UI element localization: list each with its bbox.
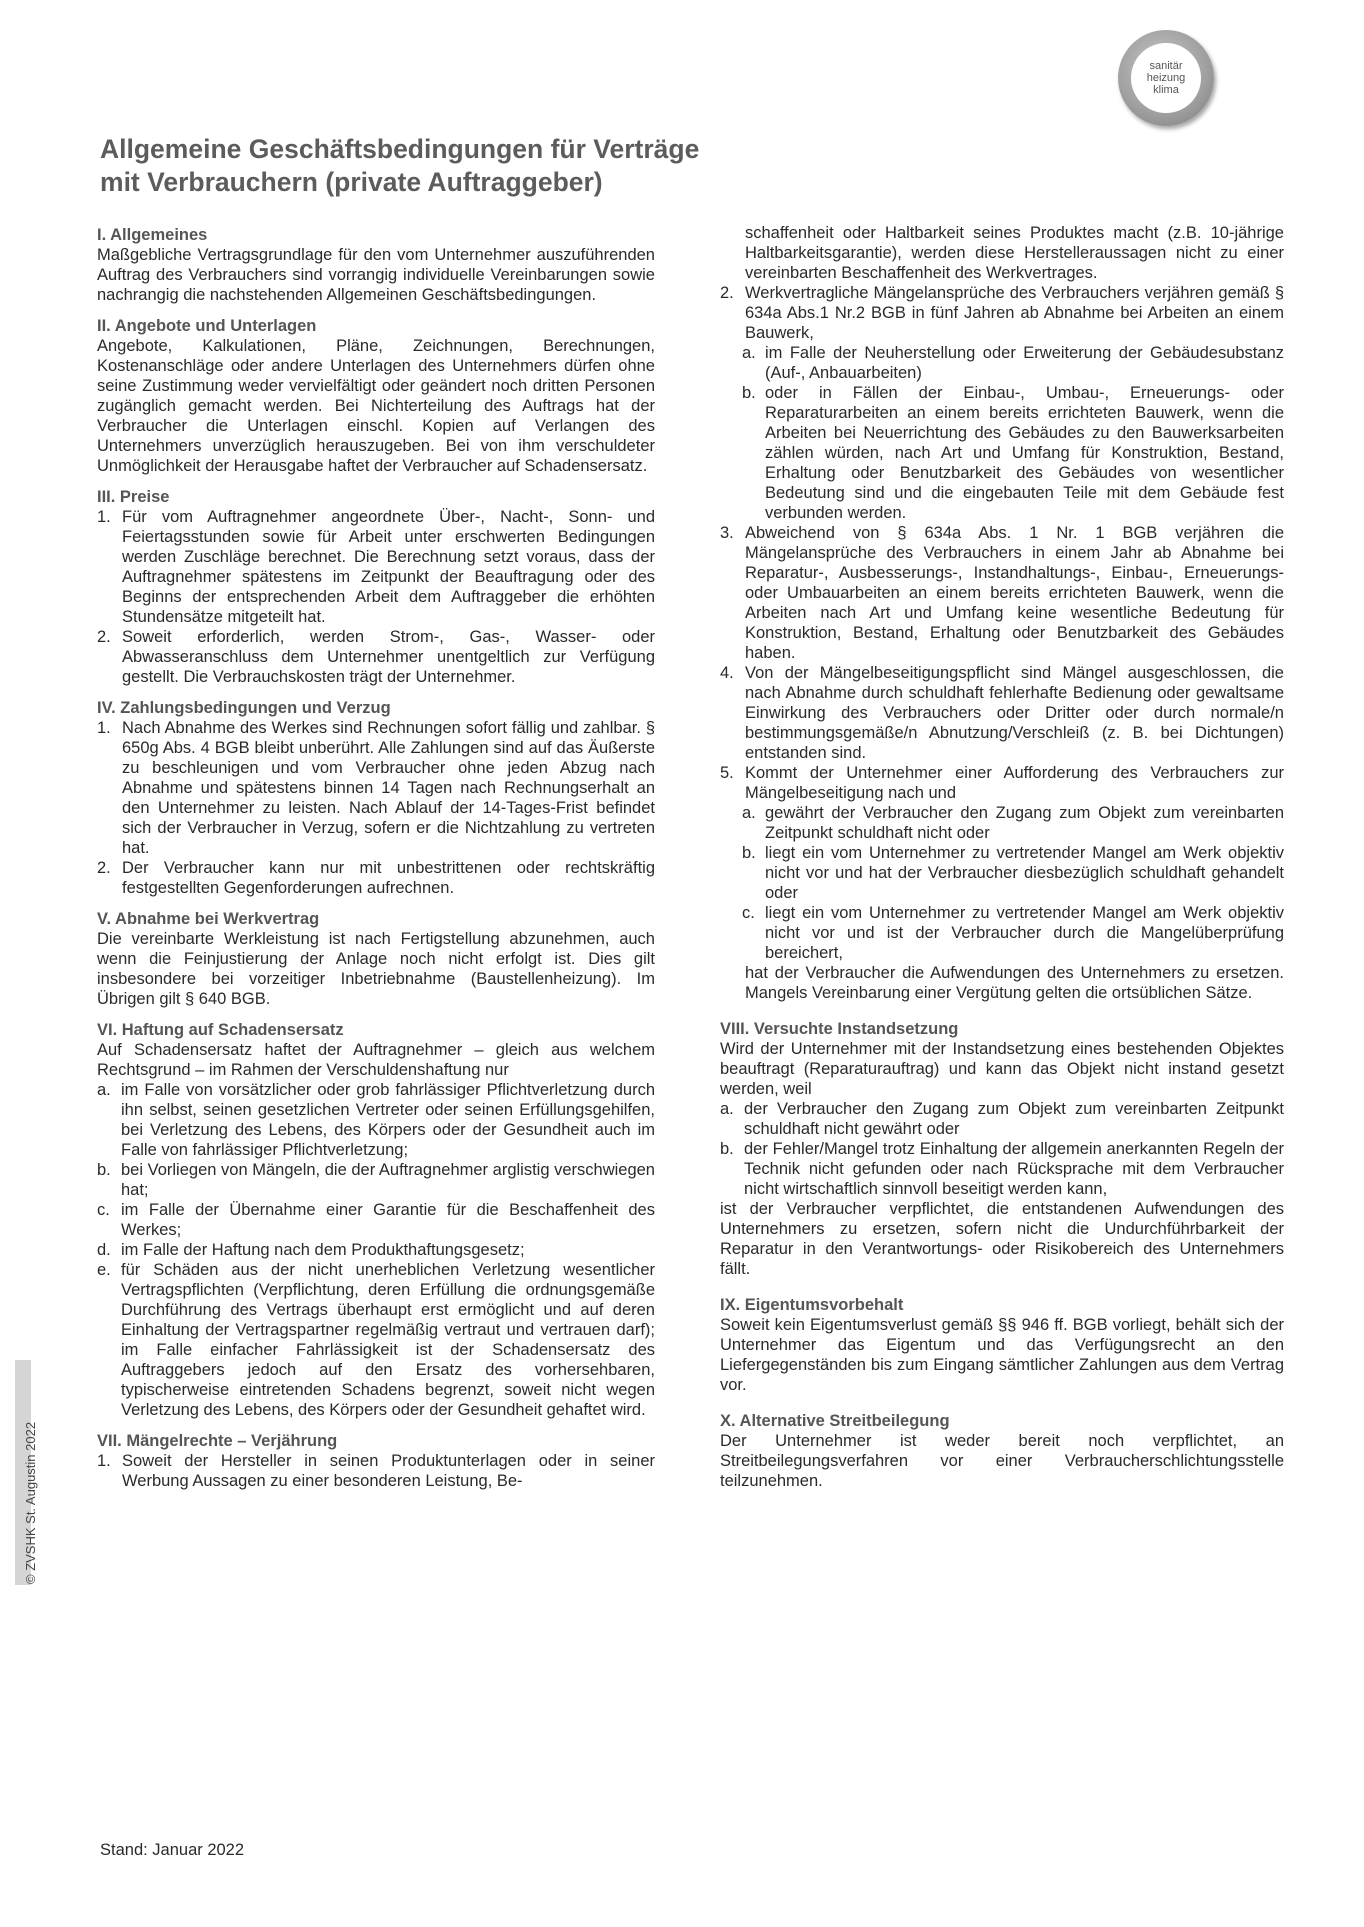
section-text: Soweit kein Eigentumsverlust gemäß §§ 946 ff. BGB vorliegt, behält sich der Unternehmer das Eigentum und das Verfügungsrecht an den Liefergegenständen bis zum Eingang sämtlicher Zahlungen aus dem Vertrag vor.: [720, 1316, 1284, 1394]
section-angebote: [97, 316, 655, 476]
title-line-1: Allgemeine Geschäftsbedingungen für Verträge: [100, 134, 700, 164]
list-text-continued: schaffenheit oder Haltbarkeit seines Produktes macht (z.B. 10-jährige Haltbarkeitsgarantie), werden diese Herstelleraussagen nicht zu einer vereinbarten Beschaffenheit des Werkvertrages.: [745, 224, 1284, 282]
list-letter: c.: [97, 1201, 110, 1219]
copyright-notice: © ZVSHK St. Augustin 2022: [23, 1421, 38, 1584]
list-text: Nach Abnahme des Werkes sind Rechnungen sofort fällig und zahlbar. § 650g Abs. 4 BGB bleibt unberührt. Alle Zahlungen sind auf das Äußerste zu beschleunigen und vom Verbraucher ohne jeden Abzug nach Abnahme und spätestens binnen 14 Tagen nach Rechnungserhalt an den Unternehmer zu leisten. Nach Ablauf der 14-Tages-Frist befindet sich der Verbraucher in Verzug, sofern er die Nichtzahlung zu vertreten hat.: [122, 719, 655, 857]
list-text: Soweit erforderlich, werden Strom-, Gas-, Wasser- oder Abwasseranschluss dem Unternehmer unentgeltlich zur Verfügung gestellt. Die Verbrauchskosten trägt der Unternehmer.: [122, 628, 655, 686]
section-haftung: [97, 1020, 655, 1420]
list-text: für Schäden aus der nicht unerheblichen Verletzung wesentlicher Vertragspflichten (Verpflichtung, deren Erfüllung die ordnungsgemäße Durchführung des Vertrags überhaupt erst ermöglicht und auf deren Einhaltung der Vertragspartner regelmäßig vertraut und vertrauen darf); im Falle einfacher Fahrlässigkeit ist der Schadensersatz des Auftraggebers jedoch auf den Ersatz des vorhersehbaren, typischerweise eintretenden Schadens begrenzt, soweit nicht wegen Verletzung des Lebens, des Körpers oder der Gesundheit gehaftet wird.: [121, 1261, 655, 1419]
list-item: [97, 1160, 655, 1200]
list-text: bei Vorliegen von Mängeln, die der Auftragnehmer arglistig verschwiegen hat;: [121, 1161, 655, 1199]
list-outro: hat der Verbraucher die Aufwendungen des Unternehmers zu ersetzen. Mangels Vereinbarung einer Vergütung gelten die ortsüblichen Sätze.: [745, 964, 1284, 1002]
section-outro: ist der Verbraucher verpflichtet, die entstandenen Aufwendungen des Unternehmers zu ersetzen, sofern nicht die Undurchführbarkeit der Reparatur in den Verantwortungs- oder Risikobereich des Unternehmers fällt.: [720, 1200, 1284, 1278]
document-date: Stand: Januar 2022: [100, 1841, 245, 1859]
list-number: 1.: [97, 1452, 111, 1470]
list-text: Kommt der Unternehmer einer Aufforderung des Verbrauchers zur Mängelbeseitigung nach und: [745, 764, 1284, 802]
list-text: der Fehler/Mangel trotz Einhaltung der allgemein anerkannten Regeln der Technik nicht gefunden oder nach Rücksprache mit dem Verbraucher nicht wirtschaftlich sinnvoll beseitigt werden kann,: [744, 1140, 1284, 1198]
list-item: [720, 763, 1284, 803]
section-heading: I. Allgemeines: [97, 226, 208, 244]
list-item: [97, 858, 655, 898]
logo-inner: [1131, 43, 1201, 113]
list-item: [97, 1240, 655, 1260]
list-item: [97, 1260, 655, 1420]
list-letter: a.: [742, 804, 756, 822]
title-line-2: mit Verbrauchern (private Auftraggeber): [100, 167, 603, 197]
logo-text-3: klima: [1153, 84, 1179, 96]
section-heading: II. Angebote und Unterlagen: [97, 317, 317, 335]
list-item: [720, 663, 1284, 763]
list-letter: b.: [742, 384, 756, 402]
list-text: Werkvertragliche Mängelansprüche des Verbrauchers verjähren gemäß § 634a Abs.1 Nr.2 BGB in fünf Jahren ab Abnahme bei Arbeiten an einem Bauwerk,: [745, 284, 1284, 342]
list-text: Abweichend von § 634a Abs. 1 Nr. 1 BGB verjähren die Mängelansprüche des Verbrauchers in einem Jahr ab Abnahme bei Reparatur-, Ausbesserungs-, Instandhaltungs-, Einbau-, Erneuerungs- oder Umbauarbeiten an einem bereits errichteten Bauwerk, wenn die Arbeiten nach Art und Umfang keine wesentliche Bedeutung für Konstruktion, Bestand, Erhaltung oder Benutzbarkeit des Gebäudes haben.: [745, 524, 1284, 662]
list-letter: b.: [720, 1140, 734, 1158]
sub-list-item: [720, 383, 1284, 523]
section-maengelrechte-cont: [720, 223, 1284, 1003]
sub-list-item: [720, 843, 1284, 903]
section-heading: V. Abnahme bei Werkvertrag: [97, 910, 320, 928]
section-heading: X. Alternative Streitbeilegung: [720, 1412, 950, 1430]
list-text: Für vom Auftragnehmer angeordnete Über-, Nacht-, Sonn- und Feiertagsstunden sowie für Arbeit unter erschwerten Bedingungen werden Zuschläge berechnet. Die Berechnung setzt voraus, dass der Auftragnehmer spätestens im Zeitpunkt der Beauftragung oder des Beginns der entsprechenden Arbeit dem Auftraggeber die erhöhten Stundensätze mitgeteilt hat.: [122, 508, 655, 626]
section-instandsetzung: [720, 1019, 1284, 1279]
list-text: im Falle der Neuherstellung oder Erweiterung der Gebäudesubstanz (Auf-, Anbauarbeiten): [765, 344, 1284, 382]
list-text: gewährt der Verbraucher den Zugang zum Objekt zum vereinbarten Zeitpunkt schuldhaft nicht oder: [765, 804, 1284, 842]
lettered-list: [720, 1099, 1284, 1199]
list-letter: b.: [97, 1161, 111, 1179]
list-item: [720, 523, 1284, 663]
sub-list-item: [720, 903, 1284, 963]
numbered-list: [97, 507, 655, 687]
section-text: Maßgebliche Vertragsgrundlage für den vom Unternehmer auszuführenden Auftrag des Verbrauchers sind vorrangig individuelle Vereinbarungen sowie nachrangig die nachstehenden Allgemeinen Geschäftsbedingungen.: [97, 246, 655, 304]
list-text: der Verbraucher den Zugang zum Objekt zum vereinbarten Zeitpunkt schuldhaft nicht gewährt oder: [744, 1100, 1284, 1138]
left-column: [97, 225, 655, 1502]
list-number: 3.: [720, 524, 734, 542]
list-number: 2.: [97, 628, 111, 646]
right-column: [720, 223, 1284, 1502]
list-item: [720, 1099, 1284, 1139]
list-text: Soweit der Hersteller in seinen Produktunterlagen oder in seiner Werbung Aussagen zu einer besonderen Leistung, Be-: [122, 1452, 655, 1490]
section-text: Der Unternehmer ist weder bereit noch verpflichtet, an Streitbeilegungsverfahren vor einer Verbraucherschlichtungsstelle teilzunehmen.: [720, 1432, 1284, 1490]
lettered-list: [97, 1080, 655, 1420]
list-text: Der Verbraucher kann nur mit unbestrittenen oder rechtskräftig festgestellten Gegenforderungen aufrechnen.: [122, 859, 655, 897]
numbered-list: [97, 1451, 655, 1491]
list-item: [97, 1080, 655, 1160]
section-heading: VII. Mängelrechte – Verjährung: [97, 1432, 338, 1450]
list-letter: e.: [97, 1261, 111, 1279]
list-item: [720, 283, 1284, 343]
list-number: 5.: [720, 764, 734, 782]
list-text: im Falle der Haftung nach dem Produkthaftungsgesetz;: [121, 1241, 525, 1259]
list-letter: a.: [742, 344, 756, 362]
list-text: Von der Mängelbeseitigungspflicht sind Mängel ausgeschlossen, die nach Abnahme durch schuldhaft fehlerhafte Bedienung oder gewaltsame Einwirkung des Verbrauchers oder Dritter oder durch normale/n bestimmungsgemäße/n Abnutzung/Verschleiß (z. B. bei Dichtungen) entstanden sind.: [745, 664, 1284, 762]
section-abnahme: [97, 909, 655, 1009]
section-maengelrechte-start: [97, 1431, 655, 1491]
sub-list-item: [720, 343, 1284, 383]
list-letter: a.: [720, 1100, 734, 1118]
section-preise: [97, 487, 655, 687]
section-heading: VIII. Versuchte Instandsetzung: [720, 1020, 959, 1038]
list-letter: a.: [97, 1081, 111, 1099]
list-item: [97, 627, 655, 687]
list-item: [97, 718, 655, 858]
list-item: [97, 1451, 655, 1491]
section-allgemeines: [97, 225, 655, 305]
list-text: liegt ein vom Unternehmer zu vertretender Mangel am Werk objektiv nicht vor und ist der Verbraucher durch die Mangelüberprüfung bereichert,: [765, 904, 1284, 962]
logo-text-2: heizung: [1146, 72, 1186, 84]
document-title: [100, 133, 820, 199]
section-heading: IX. Eigentumsvorbehalt: [720, 1296, 904, 1314]
list-text: oder in Fällen der Einbau-, Umbau-, Erneuerungs- oder Reparaturarbeiten an einem bereits errichteten Bauwerk, wenn die Arbeiten bei Neuerrichtung des Gebäudes zu den Bauwerksarbeiten zählen würden, nach Art und Umfang für Konstruktion, Bestand, Erhaltung oder Benutzbarkeit des Gebäudes von wesentlicher Bedeutung sind und die eingebauten Teile mit dem Gebäude fest verbunden werden.: [765, 384, 1284, 522]
section-text: Die vereinbarte Werkleistung ist nach Fertigstellung abzunehmen, auch wenn die Feinjustierung der Anlage noch nicht erfolgt ist. Dies gilt insbesondere bei vorzeitiger Inbetriebnahme (Baustellenheizung). Im Übrigen gilt § 640 BGB.: [97, 930, 655, 1008]
list-number: 2.: [97, 859, 111, 877]
list-number: 2.: [720, 284, 734, 302]
section-heading: VI. Haftung auf Schadensersatz: [97, 1021, 344, 1039]
sub-list-item: [720, 803, 1284, 843]
list-item: [97, 507, 655, 627]
list-number: 1.: [97, 508, 111, 526]
list-text: im Falle von vorsätzlicher oder grob fahrlässiger Pflichtverletzung durch ihn selbst, seinen gesetzlichen Vertreter oder seinen Erfüllungsgehilfen, bei Verletzung des Lebens, des Körpers oder der Gesundheit auch im Falle von fahrlässiger Pflichtverletzung;: [121, 1081, 655, 1159]
section-heading: IV. Zahlungsbedingungen und Verzug: [97, 699, 391, 717]
list-number: 4.: [720, 664, 734, 682]
company-logo: [1118, 30, 1214, 126]
section-heading: III. Preise: [97, 488, 170, 506]
section-streitbeilegung: [720, 1411, 1284, 1491]
logo-text-1: sanitär: [1149, 60, 1183, 72]
list-letter: b.: [742, 844, 756, 862]
list-item: [97, 1200, 655, 1240]
numbered-list: [720, 283, 1284, 963]
section-intro: Wird der Unternehmer mit der Instandsetzung eines bestehenden Objektes beauftragt (Reparaturauftrag) und kann das Objekt nicht instand gesetzt werden, weil: [720, 1040, 1284, 1098]
list-number: 1.: [97, 719, 111, 737]
section-eigentumsvorbehalt: [720, 1295, 1284, 1395]
section-zahlung: [97, 698, 655, 898]
numbered-list: [97, 718, 655, 898]
list-item: [720, 1139, 1284, 1199]
section-text: Angebote, Kalkulationen, Pläne, Zeichnungen, Berechnungen, Kostenanschläge oder andere Unterlagen des Unternehmers dürfen ohne seine Zustimmung weder vervielfältigt oder geändert noch dritten Personen zugänglich gemacht werden. Bei Nichterteilung des Auftrags hat der Verbraucher die Unterlagen einschl. Kopien auf Verlangen des Unternehmers unverzüglich herauszugeben. Bei von ihm verschuldeter Unmöglichkeit der Herausgabe haftet der Verbraucher auf Schadensersatz.: [97, 337, 655, 475]
section-intro: Auf Schadensersatz haftet der Auftragnehmer – gleich aus welchem Rechtsgrund – im Rahmen der Verschuldenshaftung nur: [97, 1041, 655, 1079]
list-text: im Falle der Übernahme einer Garantie für die Beschaffenheit des Werkes;: [121, 1201, 655, 1239]
list-letter: d.: [97, 1241, 111, 1259]
list-letter: c.: [742, 904, 755, 922]
list-text: liegt ein vom Unternehmer zu vertretender Mangel am Werk objektiv nicht vor und hat der Verbraucher diesbezüglich schuldhaft gehandelt oder: [765, 844, 1284, 902]
